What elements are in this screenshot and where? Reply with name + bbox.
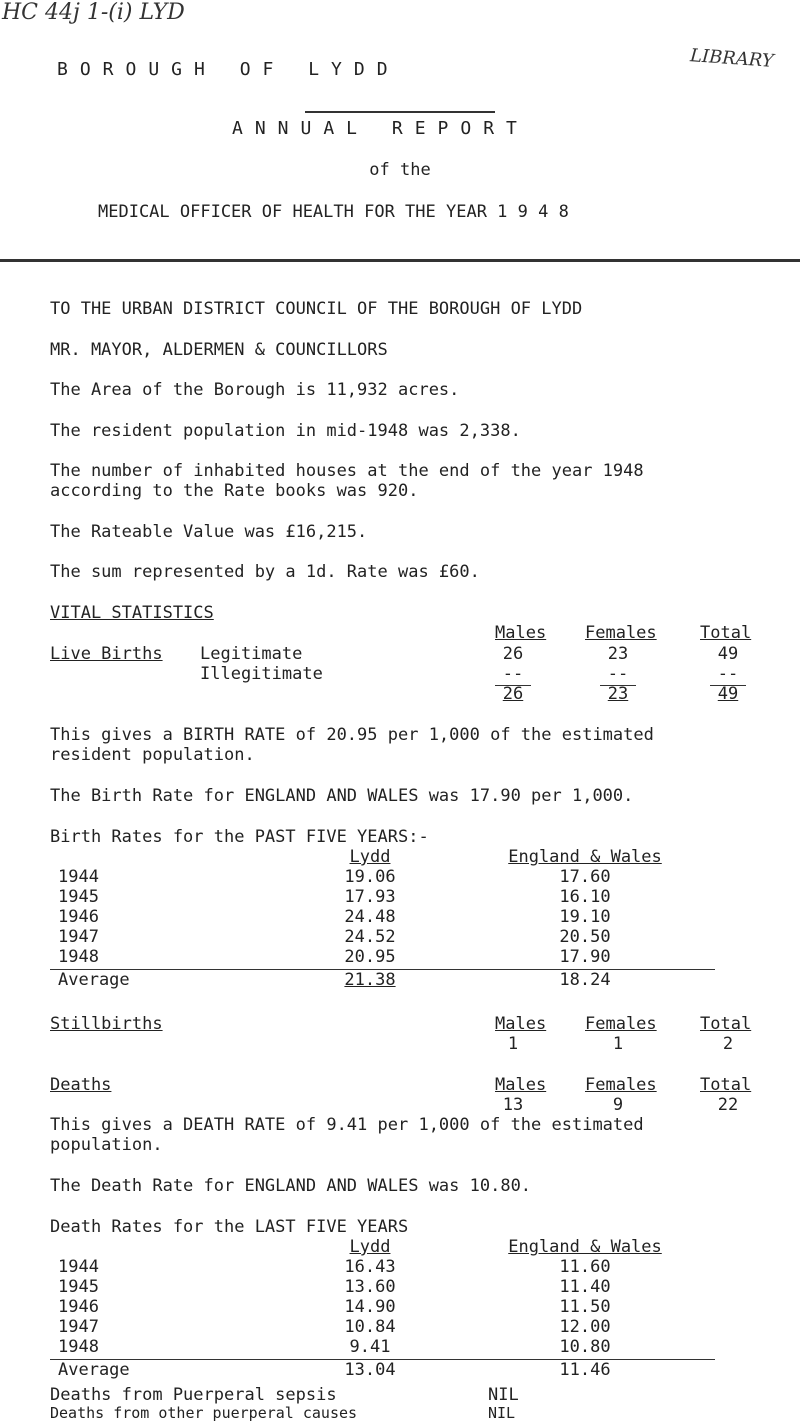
- birth-rates-ew-cell: 20.50: [559, 927, 611, 947]
- death-average-lydd: 13.04: [344, 1360, 396, 1380]
- legitimate-label: Legitimate: [200, 644, 303, 664]
- puerperal-other-value: NIL: [488, 1404, 516, 1422]
- birth-rates-year-cell: 1945: [58, 887, 99, 907]
- birth-rates-ew-cell: 17.60: [559, 867, 611, 887]
- birth-average-label: Average: [58, 970, 130, 990]
- puerperal-sepsis-label: Deaths from Puerperal sepsis: [50, 1385, 337, 1405]
- birth-rates-lydd-cell: 17.93: [344, 887, 396, 907]
- illegitimate-label: Illegitimate: [200, 664, 323, 684]
- death-rate-line-2: population.: [50, 1135, 163, 1155]
- births-total: 49: [717, 684, 739, 704]
- death-col-lydd: Lydd: [349, 1237, 391, 1257]
- legitimate-total: 49: [717, 644, 739, 664]
- birth-rates-year-cell: 1947: [58, 927, 99, 947]
- death-rates-lydd-cell: 16.43: [344, 1257, 396, 1277]
- deaths-col-total: Total: [700, 1075, 752, 1095]
- birth-rate-line-2: resident population.: [50, 745, 255, 765]
- rateable-value-fact: The Rateable Value was £16,215.: [50, 522, 368, 542]
- birth-rates-ew-cell: 16.10: [559, 887, 611, 907]
- ew-death-rate: The Death Rate for ENGLAND AND WALES was 10.80.: [50, 1176, 532, 1196]
- death-rates-year-cell: 1944: [58, 1257, 99, 1277]
- birth-rates-year-cell: 1948: [58, 947, 99, 967]
- death-rates-year-cell: 1948: [58, 1337, 99, 1357]
- stillbirths-total: 2: [722, 1034, 734, 1054]
- puerperal-sepsis-value: NIL: [488, 1385, 519, 1405]
- vital-col-females: Females: [585, 623, 657, 643]
- death-rates-ew-cell: 11.50: [559, 1297, 611, 1317]
- death-rates-lydd-cell: 9.41: [349, 1337, 391, 1357]
- birth-rate-line-1: This gives a BIRTH RATE of 20.95 per 1,000 of the estimated: [50, 725, 654, 745]
- of-the-line: of the: [369, 160, 431, 180]
- stillbirths-females: 1: [612, 1034, 624, 1054]
- birth-rates-heading: Birth Rates for the PAST FIVE YEARS:-: [50, 827, 429, 847]
- legitimate-males: 26: [502, 644, 524, 664]
- houses-fact-line-2: according to the Rate books was 920.: [50, 481, 419, 501]
- illegitimate-females: --: [607, 664, 629, 684]
- deaths-females: 9: [612, 1095, 624, 1115]
- birth-rates-lydd-cell: 19.06: [344, 867, 396, 887]
- report-subtitle: MEDICAL OFFICER OF HEALTH FOR THE YEAR 1 9 4 8: [98, 202, 569, 222]
- deaths-label: Deaths: [50, 1075, 112, 1095]
- deaths-col-females: Females: [585, 1075, 657, 1095]
- houses-fact-line-1: The number of inhabited houses at the end of the year 1948: [50, 461, 644, 481]
- birth-rates-year-cell: 1946: [58, 907, 99, 927]
- death-rates-ew-cell: 11.40: [559, 1277, 611, 1297]
- birth-average-lydd: 21.38: [344, 970, 396, 990]
- rate-sum-fact: The sum represented by a 1d. Rate was £60.: [50, 562, 480, 582]
- population-fact: The resident population in mid-1948 was 2,338.: [50, 421, 521, 441]
- deaths-total: 22: [717, 1095, 739, 1115]
- death-rates-lydd-cell: 14.90: [344, 1297, 396, 1317]
- live-births-label: Live Births: [50, 644, 163, 664]
- stillbirths-col-total: Total: [700, 1014, 752, 1034]
- birth-rates-lydd-cell: 24.52: [344, 927, 396, 947]
- death-average-label: Average: [58, 1360, 130, 1380]
- handwritten-library: LIBRARY: [689, 45, 775, 72]
- birth-col-ew: England & Wales: [508, 847, 662, 867]
- death-rates-year-cell: 1947: [58, 1317, 99, 1337]
- stillbirths-col-males: Males: [495, 1014, 547, 1034]
- birth-rates-ew-cell: 17.90: [559, 947, 611, 967]
- birth-rates-lydd-cell: 20.95: [344, 947, 396, 967]
- vital-statistics-heading: VITAL STATISTICS: [50, 603, 214, 623]
- deaths-col-males: Males: [495, 1075, 547, 1095]
- legitimate-females: 23: [607, 644, 629, 664]
- births-total-females: 23: [607, 684, 629, 704]
- stillbirths-col-females: Females: [585, 1014, 657, 1034]
- stillbirths-label: Stillbirths: [50, 1014, 163, 1034]
- page-divider: [0, 259, 800, 262]
- birth-rates-year-cell: 1944: [58, 867, 99, 887]
- birth-col-lydd: Lydd: [349, 847, 391, 867]
- report-title: ANNUAL REPORT: [232, 118, 529, 139]
- illegitimate-males: --: [502, 664, 524, 684]
- area-fact: The Area of the Borough is 11,932 acres.: [50, 380, 460, 400]
- death-rates-year-cell: 1946: [58, 1297, 99, 1317]
- death-rates-ew-cell: 12.00: [559, 1317, 611, 1337]
- borough-title: BOROUGH OF LYDD: [57, 59, 400, 80]
- death-rates-ew-cell: 10.80: [559, 1337, 611, 1357]
- birth-average-ew: 18.24: [559, 970, 611, 990]
- birth-rates-lydd-cell: 24.48: [344, 907, 396, 927]
- death-rates-heading: Death Rates for the LAST FIVE YEARS: [50, 1217, 409, 1237]
- death-rate-line-1: This gives a DEATH RATE of 9.41 per 1,000 of the estimated: [50, 1115, 644, 1135]
- header-rule: [305, 111, 495, 113]
- ew-birth-rate: The Birth Rate for ENGLAND AND WALES was 17.90 per 1,000.: [50, 786, 634, 806]
- handwritten-shelfmark: HC 44j 1-(i) LYD: [2, 0, 185, 25]
- death-rates-year-cell: 1945: [58, 1277, 99, 1297]
- illegitimate-total: --: [717, 664, 739, 684]
- salutation: MR. MAYOR, ALDERMEN & COUNCILLORS: [50, 340, 388, 360]
- addressee: TO THE URBAN DISTRICT COUNCIL OF THE BOROUGH OF LYDD: [50, 299, 583, 319]
- death-rates-lydd-cell: 10.84: [344, 1317, 396, 1337]
- births-total-males: 26: [502, 684, 524, 704]
- vital-col-males: Males: [495, 623, 547, 643]
- death-col-ew: England & Wales: [508, 1237, 662, 1257]
- death-rates-ew-cell: 11.60: [559, 1257, 611, 1277]
- death-rates-lydd-cell: 13.60: [344, 1277, 396, 1297]
- stillbirths-males: 1: [507, 1034, 519, 1054]
- vital-col-total: Total: [700, 623, 752, 643]
- puerperal-other-label: Deaths from other puerperal causes: [50, 1404, 358, 1422]
- death-average-ew: 11.46: [559, 1360, 611, 1380]
- deaths-males: 13: [502, 1095, 524, 1115]
- birth-rates-ew-cell: 19.10: [559, 907, 611, 927]
